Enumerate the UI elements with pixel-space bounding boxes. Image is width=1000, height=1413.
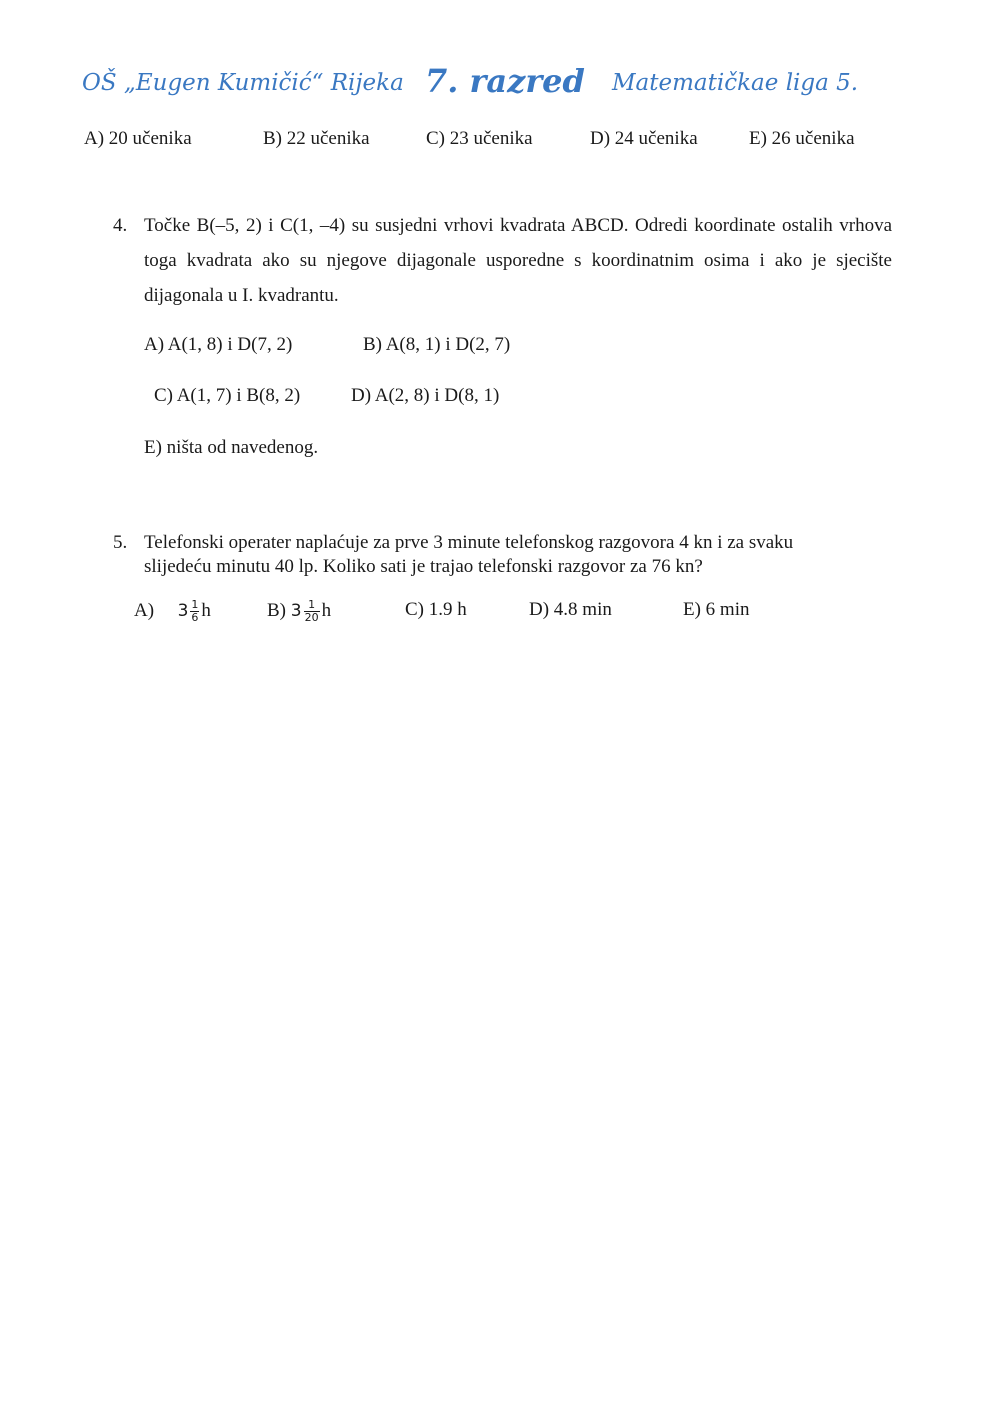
q5-option-b [267,599,331,624]
q5-option-a-fraction [190,599,199,624]
q5-option-a-numerator: 1 [191,598,199,611]
q5-option-d: D) 4.8 min [529,599,612,620]
question-5-number: 5. [113,532,128,553]
grade-label: 7. razred [425,62,585,100]
q4-option-d: D) A(2, 8) i D(8, 1) [351,385,500,406]
q5-option-a [134,599,211,624]
q5-option-a-unit: h [201,599,211,621]
question-4-text: Točke B(–5, 2) i C(1, –4) su susjedni vrhovi kvadrata ABCD. Odredi koordinate ostalih vrhova toga kvadrata ako su njegove dijagonale usporedne s koordinatnim osima i ako je sjecište dijagonala u I. kvadrantu. [144,215,892,306]
q5-option-b-denominator: 20 [304,611,319,624]
prev-option-e: E) 26 učenika [749,128,855,149]
q5-option-b-numerator: 1 [304,599,320,612]
prev-option-d: D) 24 učenika [590,128,698,149]
question-5-line-2: slijedeću minutu 40 lp. Koliko sati je trajao telefonski razgovor za 76 kn? [144,556,703,577]
prev-option-c: C) 23 učenika [426,128,533,149]
school-name: OŠ „Eugen Kumičić“ Rijeka [82,70,404,96]
q4-option-a: A) A(1, 8) i D(7, 2) [144,334,293,355]
q4-option-c: C) A(1, 7) i B(8, 2) [154,385,301,406]
q5-option-b-label: B) [267,599,286,621]
q5-option-c: C) 1.9 h [405,599,467,620]
q5-option-a-denominator: 6 [191,611,199,624]
q4-option-e: E) ništa od navedenog. [144,437,319,458]
q4-option-b: B) A(8, 1) i D(2, 7) [363,334,511,355]
q5-option-b-unit: h [321,599,332,621]
q5-option-a-label: A) [134,599,155,621]
question-5-line-1: Telefonski operater naplaćuje za prve 3 minute telefonskog razgovora 4 kn i za svaku [144,532,794,553]
q5-option-b-whole: 3 [290,600,302,621]
league-title: Matematičkae liga 5. [612,70,859,96]
q5-option-b-fraction [304,599,320,624]
page-header [0,62,1000,112]
question-4-number: 4. [113,215,128,236]
q5-option-a-whole: 3 [177,600,189,621]
prev-option-b: B) 22 učenika [263,128,370,149]
prev-option-a: A) 20 učenika [84,128,192,149]
q5-option-e: E) 6 min [683,599,750,620]
question-5-text [144,531,904,579]
